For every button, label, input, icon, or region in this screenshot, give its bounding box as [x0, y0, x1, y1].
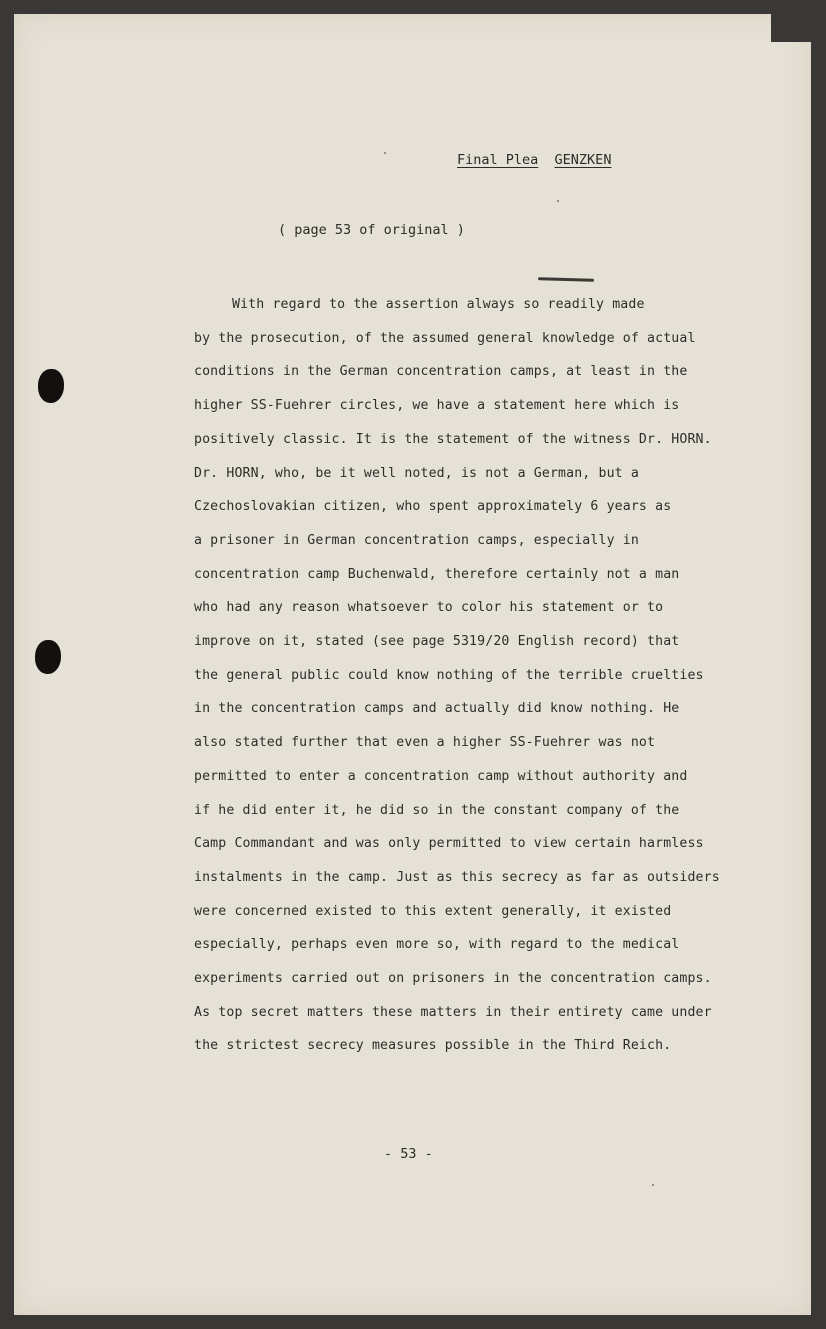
- body-text-line: positively classic. It is the statement of the witness Dr. HORN.: [194, 431, 712, 447]
- body-text-line: concentration camp Buchenwald, therefore certainly not a man: [194, 566, 680, 582]
- body-text-line: if he did enter it, he did so in the constant company of the: [194, 802, 680, 818]
- body-text-line: instalments in the camp. Just as this secrecy as far as outsiders: [194, 869, 720, 885]
- document-header: [457, 152, 611, 168]
- body-text-line: in the concentration camps and actually did know nothing. He: [194, 701, 680, 717]
- punch-hole-top: [38, 369, 64, 403]
- body-text-line: were concerned existed to this extent generally, it existed: [194, 903, 672, 919]
- body-text-line: the general public could know nothing of the terrible cruelties: [194, 667, 704, 683]
- paper-speck: [557, 200, 559, 202]
- header-title: Final Plea: [457, 152, 539, 168]
- punch-hole-bottom: [35, 640, 61, 674]
- paper-speck: [384, 152, 386, 154]
- body-text-line: Camp Commandant and was only permitted to view certain harmless: [194, 836, 704, 852]
- body-text-line: Czechoslovakian citizen, who spent approximately 6 years as: [194, 499, 672, 515]
- body-text-line: a prisoner in German concentration camps, especially in: [194, 532, 639, 548]
- body-text-line: higher SS-Fuehrer circles, we have a statement here which is: [194, 398, 680, 414]
- body-text-line: the strictest secrecy measures possible in the Third Reich.: [194, 1038, 672, 1054]
- header-defendant-name: GENZKEN: [554, 152, 612, 168]
- paper-speck: [652, 1184, 654, 1186]
- original-page-reference: ( page 53 of original ): [278, 222, 465, 238]
- page-corner: [771, 14, 811, 42]
- body-text-line: permitted to enter a concentration camp without authority and: [194, 768, 688, 784]
- body-text-line: conditions in the German concentration camps, at least in the: [194, 364, 688, 380]
- body-text-line: As top secret matters these matters in their entirety came under: [194, 1004, 712, 1020]
- body-text-line: Dr. HORN, who, be it well noted, is not a German, but a: [194, 465, 639, 481]
- page-number: - 53 -: [384, 1146, 433, 1162]
- body-text-line: who had any reason whatsoever to color his statement or to: [194, 600, 664, 616]
- document-page: [14, 14, 811, 1315]
- body-text-line: With regard to the assertion always so readily made: [232, 297, 645, 312]
- body-text-line: improve on it, stated (see page 5319/20 English record) that: [194, 634, 680, 649]
- pencil-mark: [538, 277, 594, 281]
- body-text-line: experiments carried out on prisoners in the concentration camps.: [194, 971, 712, 986]
- body-text-line: especially, perhaps even more so, with regard to the medical: [194, 937, 680, 953]
- body-text-line: by the prosecution, of the assumed general knowledge of actual: [194, 330, 696, 346]
- body-text-line: also stated further that even a higher SS-Fuehrer was not: [194, 735, 656, 751]
